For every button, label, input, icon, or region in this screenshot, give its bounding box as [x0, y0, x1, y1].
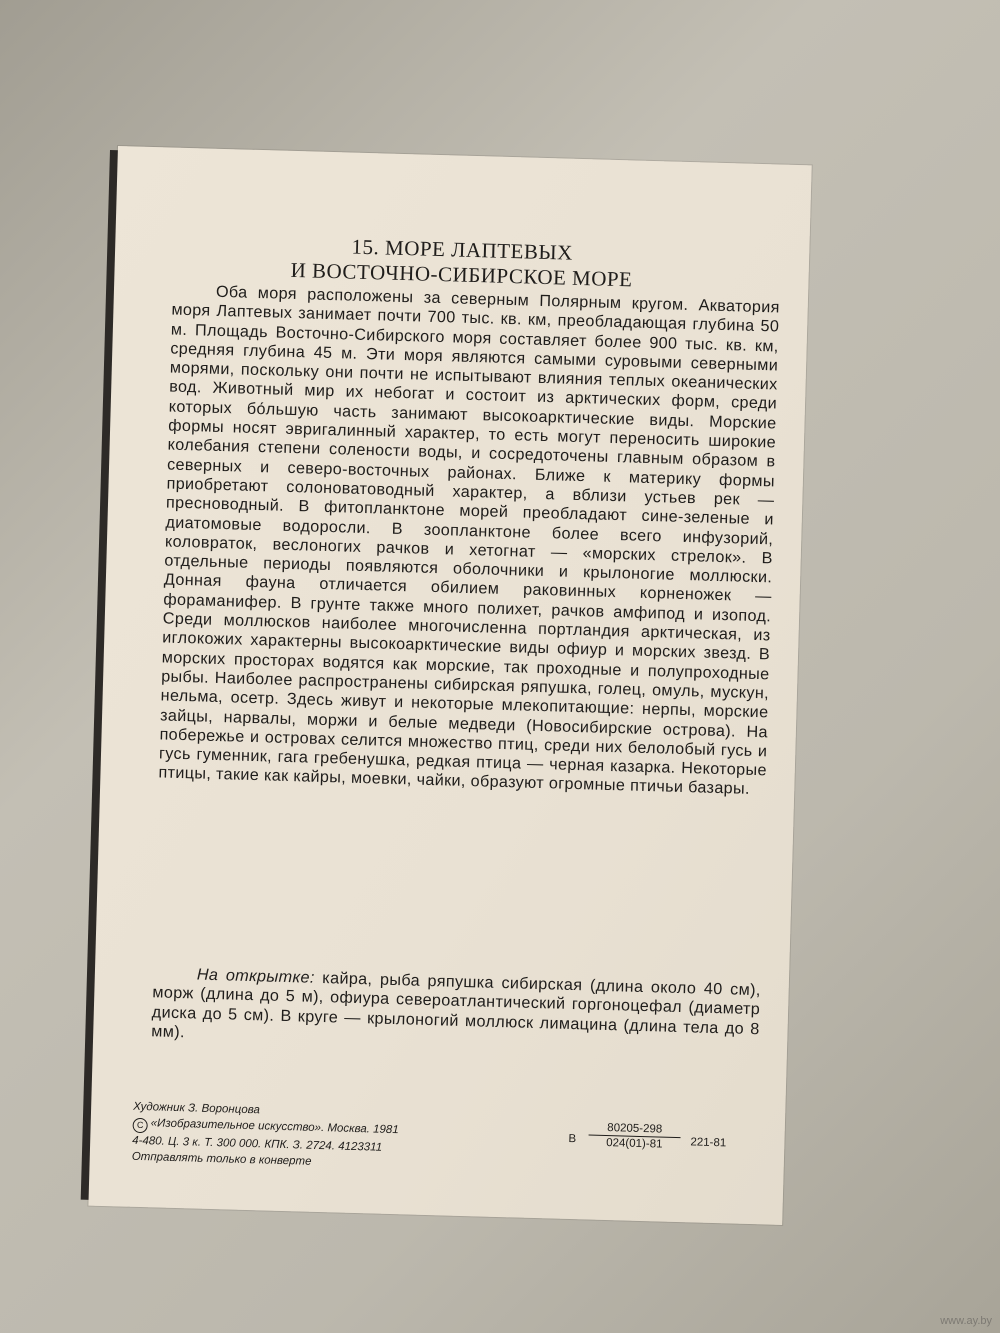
- caption: [151, 964, 761, 1058]
- imprint-print-data: 4-480. Ц. 3 к. Т. 300 000. КПК. З. 2724. 4123311: [132, 1134, 383, 1154]
- imprint-artist: Художник З. Воронцова: [133, 1100, 260, 1117]
- index-letter: В: [568, 1132, 577, 1146]
- imprint-note: Отправлять только в конверте: [131, 1150, 312, 1168]
- title-line-2: И ВОСТОЧНО-СИБИРСКОЕ МОРЕ: [290, 257, 633, 292]
- caption-text: кайра, рыба ряпушка сибирская (длина около 40 см), морж (длина до 5 м), офиура североатлантический горгоноцефал (диаметр диска до 5 см). В круге — крылоногий моллюск лимацина (длина тела до 8 мм).: [151, 968, 761, 1042]
- imprint: [132, 1099, 554, 1177]
- body-paragraph: Оба моря расположены за северным Полярным кругом. Акватория моря Лаптевых занимает почти 700 тыс. кв. км, преобладающая глубина 50 м. Площадь Восточно-Сибирского моря составляет более 900 тыс. кв. км, средняя глубина 45 м. Эти моря являются самыми суровыми северными морями, поскольку они почти не испытывают влияния теплых океанических вод. Животный мир их небогат и состоит из арктических форм, среди которых бо́льшую часть занимают высокоарктические виды. Морские формы носят эвригалинный характер, то есть могут переносить широкие колебания степени солености воды, и сосредоточены главным образом в северных и северо-восточных районах. Ближе к материку формы приобретают солоноватоводный характер, а вблизи устьев рек — пресноводный. В фитопланктоне морей преобладают сине-зеленые и диатомовые водоросли. В зоопланктоне более всего инфузорий, коловраток, веслоногих рачков и хетогнат — «морских стрелок». В отдельные периоды появляются оболочники и крылоногие моллюски. Донная фауна отличается обилием раковинных корненожек — фораманифер. В грунте также много полихет, рачков амфипод и изопод. Среди моллюсков наиболее многочисленна портландия арктическая, из иглокожих характерны высокоарктические виды офиур и морских звезд. В морских просторах водятся как морские, так проходные и полупроходные рыбы. Наиболее распространены сибирская ряпушка, голец, омуль, мускун, нельма, осетр. Здесь живут и некоторые млекопитающие: нерпы, морские зайцы, нарвалы, моржи и белые медведи (Новосибирские острова). На побережье и островах селится множество птиц, среди них белолобый гусь и гусь гуменник, гага гребенушка, редкая птица — черная казарка. Некоторые птицы, такие как кайры, моевки, чайки, образуют огромные птичьи базары.: [158, 282, 780, 799]
- index-numerator: 80205-298: [589, 1122, 681, 1139]
- imprint-publisher: «Изобразительное искусство». Москва. 1981: [150, 1117, 399, 1137]
- title-line-1: 15. МОРЕ ЛАПТЕВЫХ: [351, 234, 574, 265]
- copyright-icon: C: [132, 1118, 147, 1133]
- postcard-back: [88, 146, 811, 1225]
- caption-paragraph: [151, 964, 761, 1058]
- body-text: [158, 282, 780, 800]
- watermark: www.ay.by: [940, 1315, 992, 1327]
- caption-lead: На открытке:: [196, 965, 315, 987]
- index-code: 221-81: [690, 1136, 727, 1150]
- index-fraction: [588, 1122, 681, 1152]
- index-denominator: 024(01)-81: [606, 1137, 663, 1151]
